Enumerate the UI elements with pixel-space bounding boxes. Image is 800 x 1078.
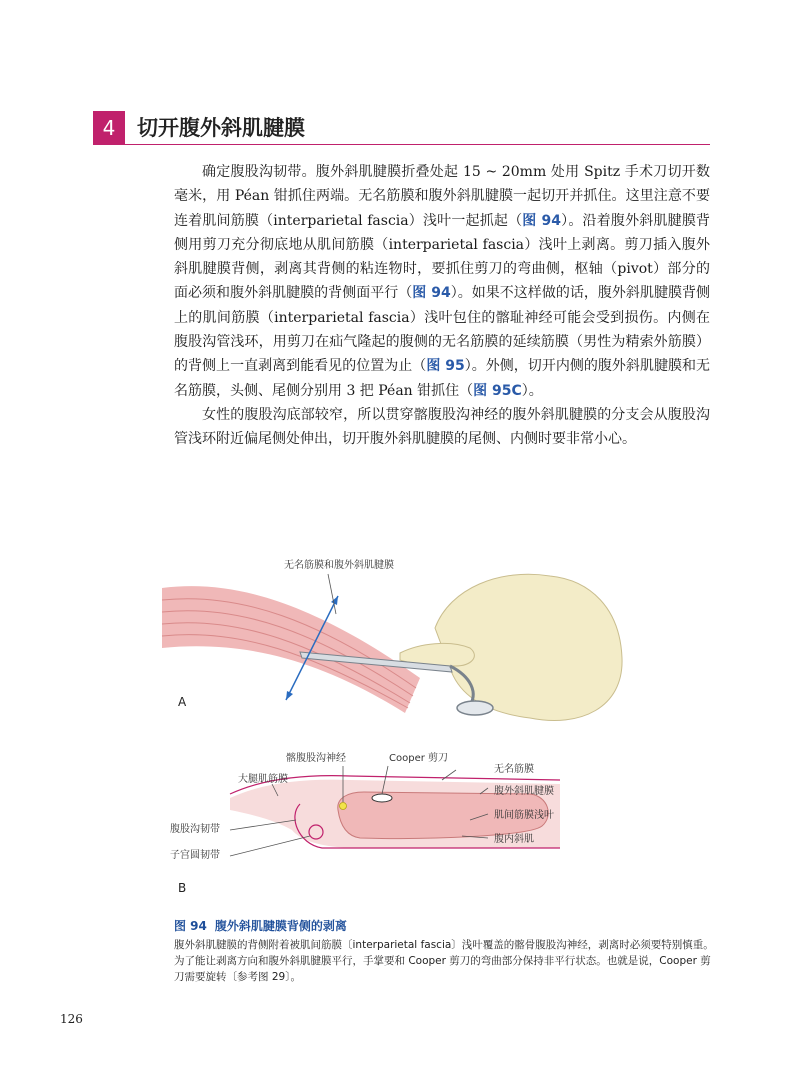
p1-text-3: ）。如果不这样做的话，腹外斜肌腱膜背侧上的肌间筋膜（interparietal fascia）浅叶包住的髂耻神经可能会受到损伤。内侧在腹股沟管浅环，用剪刀在疝气隆起的腹侧的无名筋膜的延续筋膜（男性为精索外筋膜）的背侧上一直剥离到能看见的位置为止（ xyxy=(174,285,711,375)
section-header xyxy=(93,111,710,145)
caption-heading: 腹外斜肌腱膜背侧的剥离 xyxy=(214,919,347,933)
label-round-ligament: 子宫圆韧带 xyxy=(170,850,220,861)
figure-ref-link[interactable]: 图 95 xyxy=(426,358,465,375)
p1-text-2: ）。沿着腹外斜肌腱膜背侧用剪刀充分彻底地从肌间筋膜（interparietal fascia）浅叶上剥离。剪刀插入腹外斜肌腱膜背侧，剥离其背侧的粘连物时，要抓住剪刀的弯曲侧，枢轴（pivot）部分的面必须和腹外斜肌腱膜的背侧面平行（ xyxy=(174,212,711,302)
p1-text-5: ）。 xyxy=(521,382,543,399)
label-ext-oblique-aponeurosis: 腹外斜肌腱膜 xyxy=(494,786,554,797)
panel-a-letter: A xyxy=(178,695,187,709)
label-thigh-fascia: 大腿肌筋膜 xyxy=(238,774,288,785)
section-number: 4 xyxy=(93,111,125,145)
p1-text-1: 确定腹股沟韧带。腹外斜肌腱膜折叠处起 15 ~ 20mm 处用 Spitz 手术刀切开数毫米，用 Péan 钳抓住两端。无名筋膜和腹外斜肌腱膜一起切开并抓住。这里注意不要连着肌间筋膜（interparietal fascia）浅叶一起抓起（ xyxy=(174,164,710,229)
label-cooper-scissors: Cooper 剪刀 xyxy=(389,753,449,764)
section-rule xyxy=(125,144,710,145)
label-ilioinguinal-nerve: 髂腹股沟神经 xyxy=(286,753,346,764)
figure-ref-link[interactable]: 图 94 xyxy=(412,285,451,302)
label-interparietal-fascia: 肌间筋膜浅叶 xyxy=(494,810,554,821)
paragraph-2: 女性的腹股沟底部较窄，所以贯穿髂腹股沟神经的腹外斜肌腱膜的分支会从腹股沟管浅环附近偏尾侧处伸出，切开腹外斜肌腱膜的尾侧、内侧时要非常小心。 xyxy=(174,406,710,448)
panel-b-letter: B xyxy=(178,881,187,895)
gloved-hand xyxy=(400,574,622,720)
body-text xyxy=(174,160,710,452)
figure-caption-text: 腹外斜肌腱膜的背侧附着被肌间筋膜〔interparietal fascia〕浅叶覆盖的髂骨腹股沟神经，剥离时必须要特别慎重。为了能让剥离方向和腹外斜肌腱膜平行，手掌要和 Cooper 剪刀的弯曲部分保持非平行状态。也就是说，Cooper 剪刀需要旋转〔参考图 29〕。 xyxy=(174,939,714,983)
label-innominate-aponeurosis: 无名筋膜和腹外斜肌腱膜 xyxy=(284,560,394,571)
label-inguinal-ligament: 腹股沟韧带 xyxy=(170,824,220,835)
label-innominate-fascia: 无名筋膜 xyxy=(494,764,534,775)
figure-ref-link[interactable]: 图 94 xyxy=(522,212,561,229)
page-number: 126 xyxy=(60,1012,83,1026)
figure-94-illustration xyxy=(150,548,630,902)
label-internal-oblique: 腹内斜肌 xyxy=(494,834,534,845)
figure-caption-title xyxy=(174,917,347,934)
section-title: 切开腹外斜肌腱膜 xyxy=(137,116,305,140)
p1-text-4: ）。外侧，切开内侧的腹外斜肌腱膜和无名筋膜，头侧、尾侧分别用 3 把 Péan 钳抓住（ xyxy=(174,358,711,399)
figure-ref-link[interactable]: 图 95C xyxy=(473,382,522,399)
caption-number: 图 94 xyxy=(174,919,207,933)
paragraph-1 xyxy=(174,160,710,403)
